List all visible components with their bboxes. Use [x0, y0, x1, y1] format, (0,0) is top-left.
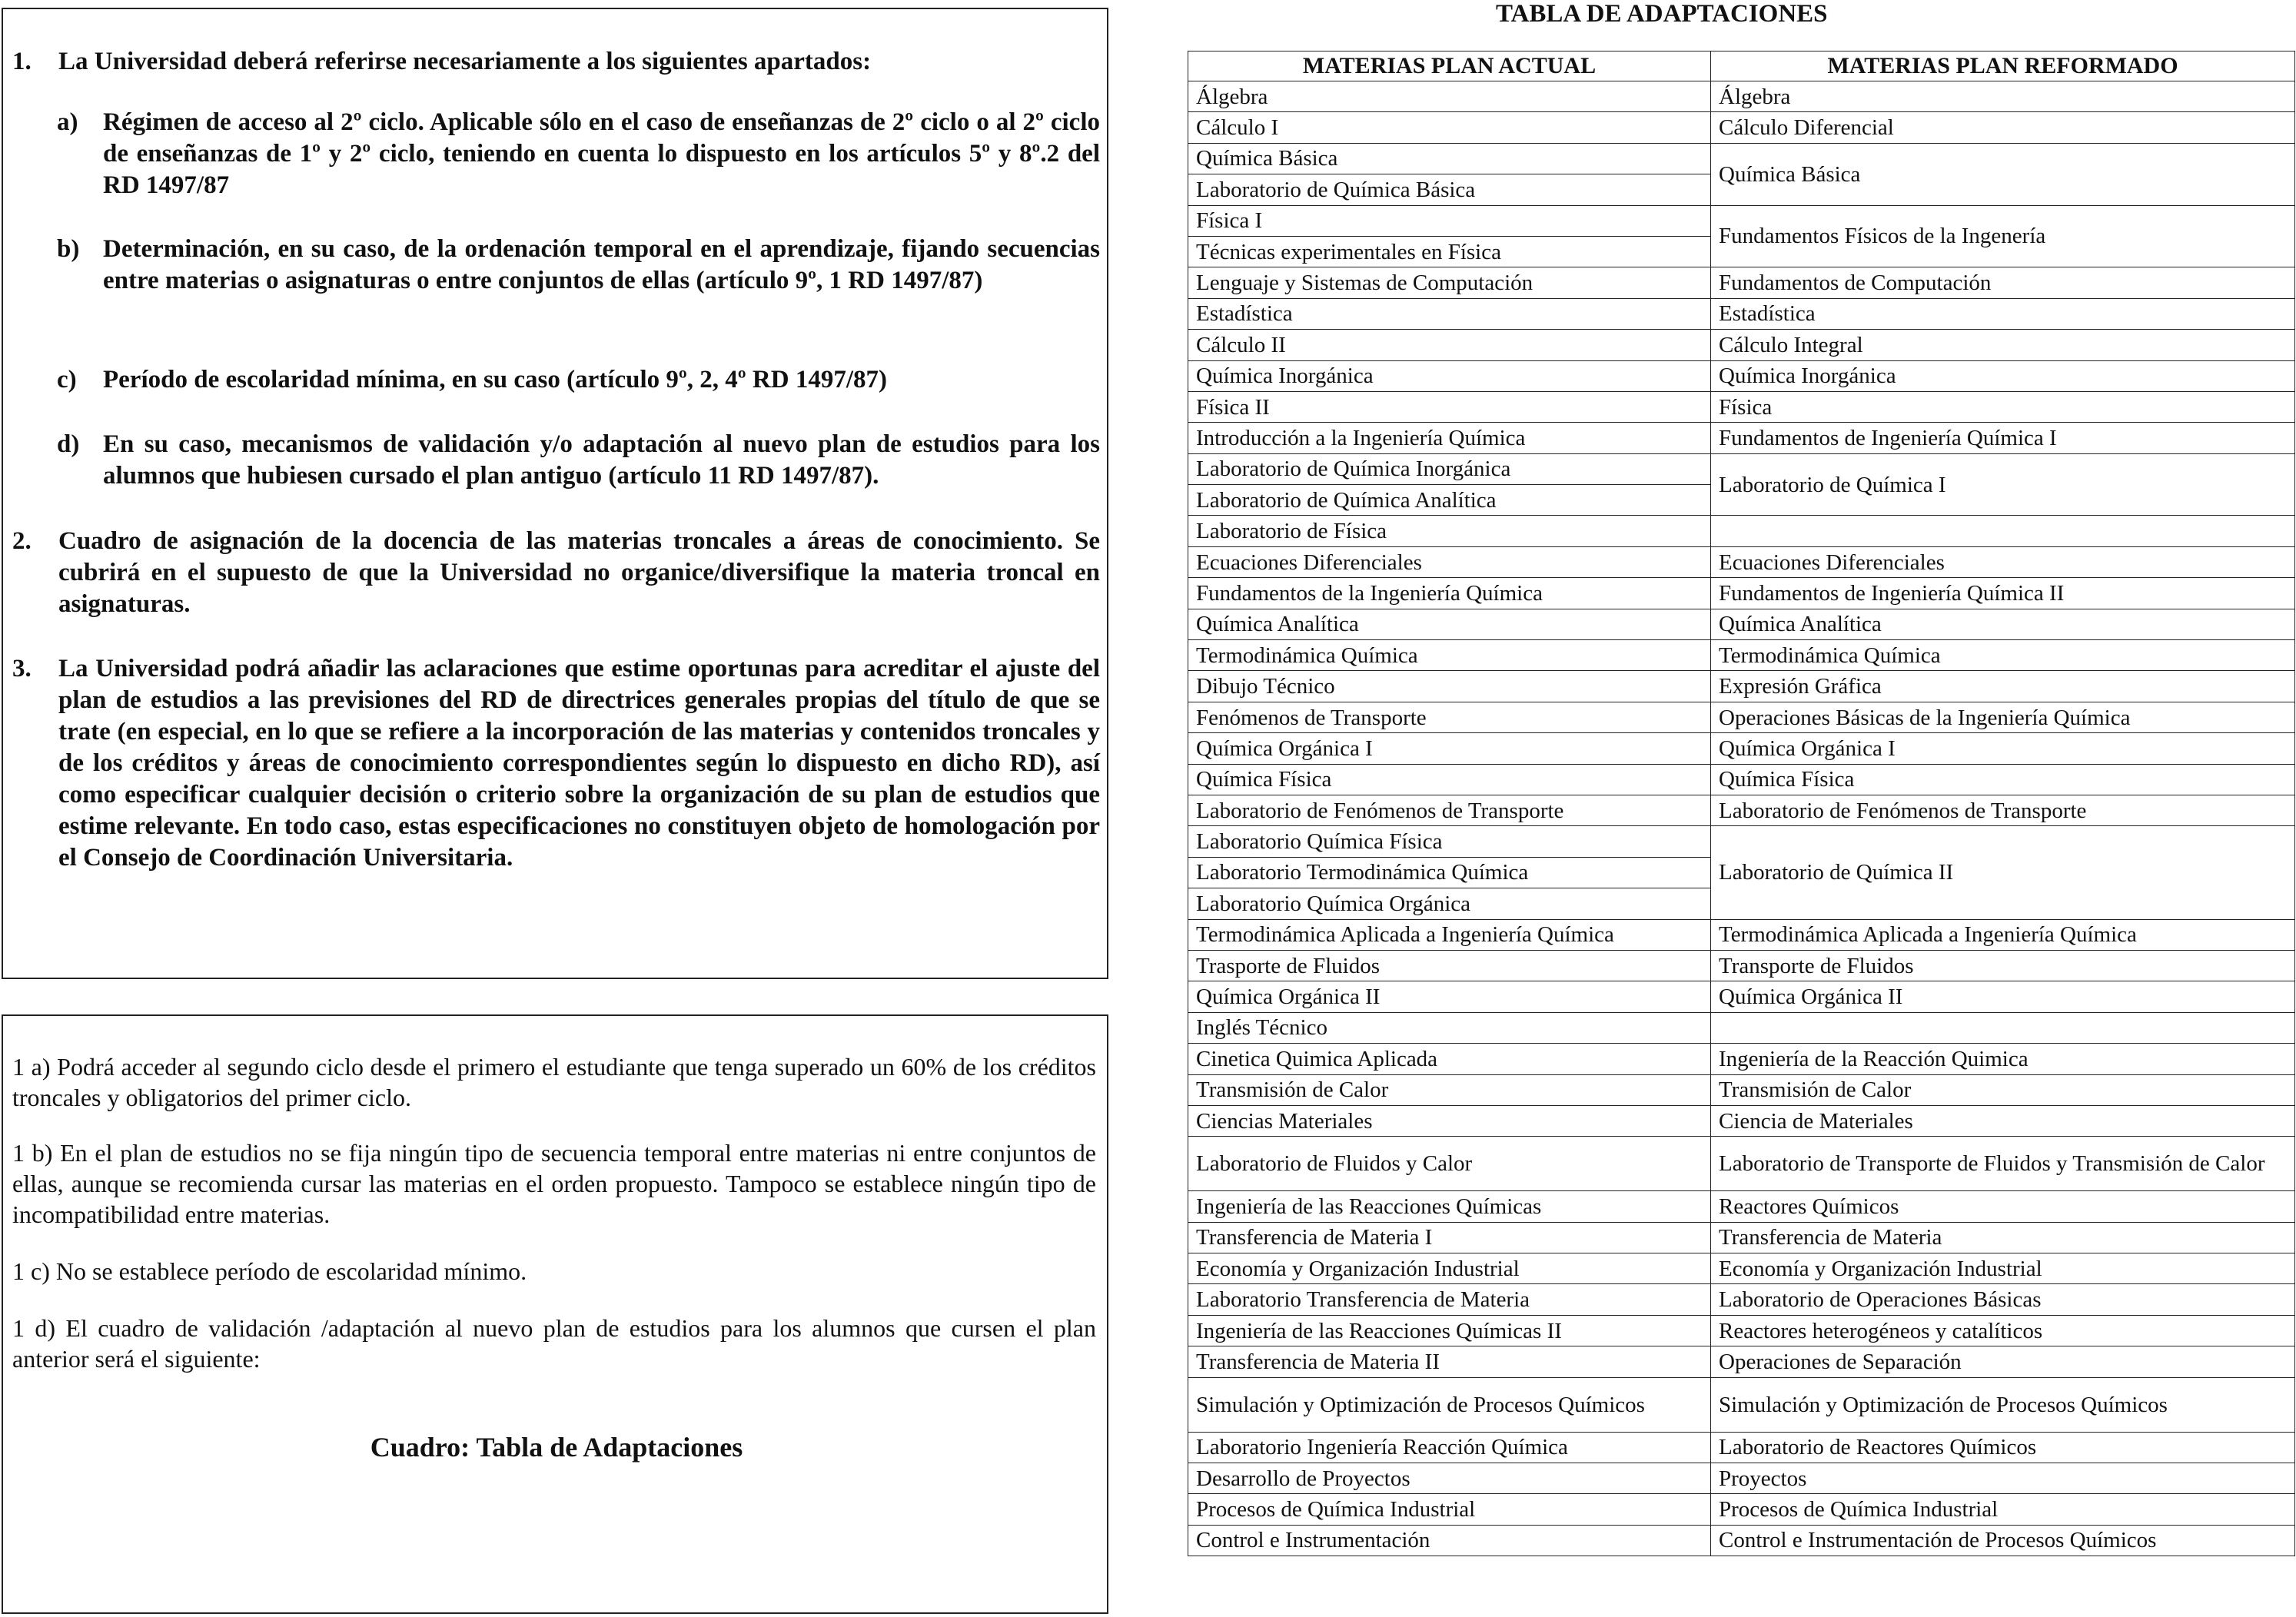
cell-plan-actual: Termodinámica Aplicada a Ingeniería Química — [1188, 919, 1711, 950]
cell-plan-actual: Laboratorio Ingeniería Reacción Química — [1188, 1432, 1711, 1463]
instruction-number: b) — [57, 235, 80, 263]
cell-plan-actual: Laboratorio Química Física — [1188, 826, 1711, 857]
cell-plan-actual: Técnicas experimentales en Física — [1188, 236, 1711, 267]
cell-plan-reformado: Fundamentos de Computación — [1711, 267, 2295, 298]
instruction-item — [57, 429, 1100, 492]
cell-plan-reformado: Fundamentos de Ingeniería Química I — [1711, 423, 2295, 453]
cell-plan-actual: Ingeniería de las Reacciones Químicas II — [1188, 1315, 1711, 1346]
cell-plan-reformado: Cálculo Integral — [1711, 330, 2295, 360]
table-row — [1188, 671, 2295, 702]
cell-plan-actual: Dibujo Técnico — [1188, 671, 1711, 702]
table-row — [1188, 453, 2295, 484]
instruction-item — [12, 526, 1100, 620]
cell-plan-actual: Estadística — [1188, 298, 1711, 329]
table-row — [1188, 330, 2295, 360]
table-row — [1188, 1137, 2295, 1191]
instruction-item — [12, 653, 1100, 874]
instruction-item — [57, 234, 1100, 297]
cell-plan-reformado: Termodinámica Química — [1711, 640, 2295, 671]
cell-plan-actual: Ciencias Materiales — [1188, 1105, 1711, 1136]
header-plan-actual: MATERIAS PLAN ACTUAL — [1188, 51, 1711, 81]
cell-plan-actual: Inglés Técnico — [1188, 1012, 1711, 1043]
instruction-item — [57, 364, 1100, 396]
cell-plan-actual: Fundamentos de la Ingeniería Química — [1188, 578, 1711, 609]
cell-plan-actual: Química Inorgánica — [1188, 360, 1711, 391]
table-row — [1188, 1346, 2295, 1377]
cell-plan-actual: Ecuaciones Diferenciales — [1188, 546, 1711, 577]
cell-plan-actual: Cinetica Quimica Aplicada — [1188, 1044, 1711, 1074]
table-row — [1188, 702, 2295, 732]
cell-plan-actual: Procesos de Química Industrial — [1188, 1494, 1711, 1525]
cell-plan-reformado: Laboratorio de Transporte de Fluidos y Transmisión de Calor — [1711, 1137, 2295, 1191]
cell-plan-actual: Termodinámica Química — [1188, 640, 1711, 671]
cell-plan-reformado: Transmisión de Calor — [1711, 1074, 2295, 1105]
cell-plan-reformado: Laboratorio de Reactores Químicos — [1711, 1432, 2295, 1463]
cell-plan-actual: Laboratorio de Química Básica — [1188, 174, 1711, 205]
cell-plan-actual: Lenguaje y Sistemas de Computación — [1188, 267, 1711, 298]
table-row — [1188, 112, 2295, 143]
table-row — [1188, 640, 2295, 671]
table-row — [1188, 143, 2295, 174]
cell-plan-actual: Física II — [1188, 391, 1711, 422]
cell-plan-reformado: Reactores heterogéneos y catalíticos — [1711, 1315, 2295, 1346]
note-1c: 1 c) No se establece período de escolaridad mínimo. — [12, 1257, 527, 1285]
cell-plan-reformado: Laboratorio de Química I — [1711, 453, 2295, 516]
adaptation-table — [1188, 51, 2295, 1556]
table-row — [1188, 423, 2295, 453]
cell-plan-actual: Laboratorio Química Orgánica — [1188, 888, 1711, 919]
instructions-box — [2, 8, 1108, 979]
table-row — [1188, 578, 2295, 609]
cell-plan-actual: Química Orgánica II — [1188, 981, 1711, 1012]
table-row — [1188, 1044, 2295, 1074]
cell-plan-actual: Simulación y Optimización de Procesos Químicos — [1188, 1377, 1711, 1432]
cell-plan-actual: Control e Instrumentación — [1188, 1525, 1711, 1556]
cell-plan-reformado: Control e Instrumentación de Procesos Químicos — [1711, 1525, 2295, 1556]
cell-plan-reformado: Fundamentos de Ingeniería Química II — [1711, 578, 2295, 609]
cell-plan-reformado: Ciencia de Materiales — [1711, 1105, 2295, 1136]
cell-plan-actual: Introducción a la Ingeniería Química — [1188, 423, 1711, 453]
cell-plan-reformado: Transferencia de Materia — [1711, 1222, 2295, 1253]
table-body — [1188, 81, 2295, 1556]
note-1b: 1 b) En el plan de estudios no se fija ningún tipo de secuencia temporal entre materias ni entre conjuntos de ellas, aunque se recomienda cursar las materias en el orden propuesto. Tampoco se establece ningún tipo de incompatibilidad entre materias. — [12, 1139, 1096, 1228]
instruction-number: 1. — [12, 48, 32, 75]
instruction-text: Régimen de acceso al 2º ciclo. Aplicable sólo en el caso de enseñanzas de 2º ciclo o al 2º ciclo de enseñanzas de 1º y 2º ciclo, teniendo en cuenta lo dispuesto en los artículos 5º y 8º.2 del RD 1497/87 — [103, 108, 1100, 199]
cell-plan-actual: Química Básica — [1188, 143, 1711, 174]
cell-plan-actual: Física I — [1188, 205, 1711, 236]
table-row — [1188, 826, 2295, 857]
cell-plan-reformado — [1711, 516, 2295, 546]
table-row — [1188, 609, 2295, 639]
instruction-item — [57, 107, 1100, 201]
instruction-number: d) — [57, 430, 80, 458]
cell-plan-actual: Química Analítica — [1188, 609, 1711, 639]
table-row — [1188, 1494, 2295, 1525]
cell-plan-reformado — [1711, 1012, 2295, 1043]
instruction-text: Cuadro de asignación de la docencia de las materias troncales a áreas de conocimiento. Se cubrirá en el supuesto de que la Universidad no organice/diversifique la materia troncal en asignaturas. — [58, 527, 1100, 618]
table-row — [1188, 981, 2295, 1012]
instruction-number: c) — [57, 366, 77, 393]
cell-plan-reformado: Física — [1711, 391, 2295, 422]
cell-plan-reformado: Operaciones de Separación — [1711, 1346, 2295, 1377]
table-row — [1188, 267, 2295, 298]
cell-plan-reformado: Laboratorio de Fenómenos de Transporte — [1711, 795, 2295, 825]
table-row — [1188, 1463, 2295, 1494]
cell-plan-reformado: Química Física — [1711, 764, 2295, 795]
instruction-number: 2. — [12, 527, 32, 555]
table-row — [1188, 1525, 2295, 1556]
cell-plan-actual: Laboratorio de Química Analítica — [1188, 485, 1711, 516]
instruction-number: a) — [57, 108, 78, 136]
cell-plan-actual: Álgebra — [1188, 81, 1711, 112]
table-row — [1188, 391, 2295, 422]
instruction-text: En su caso, mecanismos de validación y/o adaptación al nuevo plan de estudios para los alumnos que hubiesen cursado el plan antiguo (artículo 11 RD 1497/87). — [103, 430, 1100, 490]
cell-plan-actual: Laboratorio Transferencia de Materia — [1188, 1284, 1711, 1315]
cell-plan-actual: Química Orgánica I — [1188, 733, 1711, 764]
note-1a: 1 a) Podrá acceder al segundo ciclo desde el primero el estudiante que tenga superado un 60% de los créditos troncales y obligatorios del primer ciclo. — [12, 1053, 1096, 1111]
table-row — [1188, 1191, 2295, 1222]
cell-plan-actual: Economía y Organización Industrial — [1188, 1253, 1711, 1284]
instruction-text: La Universidad deberá referirse necesariamente a los siguientes apartados: — [58, 48, 872, 75]
cell-plan-reformado: Expresión Gráfica — [1711, 671, 2295, 702]
cell-plan-reformado: Química Analítica — [1711, 609, 2295, 639]
table-row — [1188, 516, 2295, 546]
cell-plan-reformado: Laboratorio de Química II — [1711, 826, 2295, 919]
instruction-text: La Universidad podrá añadir las aclaraciones que estime oportunas para acreditar el ajuste del plan de estudios a las previsiones del RD de directrices generales propias del título de que se trate (en especial, en lo que se refiere a la incorporación de las materias y contenidos troncales y de los créditos y áreas de conocimiento correspondientes según lo dispuesto en dicho RD), así como especificar cualquier decisión o criterio sobre la organización de su plan de estudios que estime relevante. En todo caso, estas especificaciones no constituyen objeto de homologación por el Consejo de Coordinación Universitaria. — [58, 655, 1100, 872]
cell-plan-reformado: Química Orgánica I — [1711, 733, 2295, 764]
table-row — [1188, 764, 2295, 795]
table-row — [1188, 950, 2295, 981]
cell-plan-reformado: Química Inorgánica — [1711, 360, 2295, 391]
cell-plan-actual: Transmisión de Calor — [1188, 1074, 1711, 1105]
instruction-number: 3. — [12, 655, 32, 682]
cell-plan-reformado: Simulación y Optimización de Procesos Químicos — [1711, 1377, 2295, 1432]
table-row — [1188, 1432, 2295, 1463]
table-header-row — [1188, 51, 2295, 81]
cell-plan-reformado: Química Básica — [1711, 143, 2295, 205]
table-row — [1188, 1222, 2295, 1253]
cell-plan-actual: Laboratorio de Fluidos y Calor — [1188, 1137, 1711, 1191]
table-row — [1188, 919, 2295, 950]
table-row — [1188, 360, 2295, 391]
cell-plan-actual: Transferencia de Materia I — [1188, 1222, 1711, 1253]
cell-plan-reformado: Procesos de Química Industrial — [1711, 1494, 2295, 1525]
cell-plan-actual: Ingeniería de las Reacciones Químicas — [1188, 1191, 1711, 1222]
cell-plan-reformado: Estadística — [1711, 298, 2295, 329]
table-row — [1188, 1315, 2295, 1346]
cell-plan-actual: Cálculo I — [1188, 112, 1711, 143]
cell-plan-actual: Laboratorio de Fenómenos de Transporte — [1188, 795, 1711, 825]
cell-plan-reformado: Termodinámica Aplicada a Ingeniería Química — [1711, 919, 2295, 950]
table-row — [1188, 298, 2295, 329]
instruction-text: Determinación, en su caso, de la ordenación temporal en el aprendizaje, fijando secuencias entre materias o asignaturas o entre conjuntos de ellas (artículo 9º, 1 RD 1497/87) — [103, 235, 1100, 294]
cell-plan-reformado: Economía y Organización Industrial — [1711, 1253, 2295, 1284]
cell-plan-reformado: Química Orgánica II — [1711, 981, 2295, 1012]
cell-plan-actual: Desarrollo de Proyectos — [1188, 1463, 1711, 1494]
table-row — [1188, 205, 2295, 236]
cell-plan-actual: Laboratorio de Química Inorgánica — [1188, 453, 1711, 484]
table-row — [1188, 81, 2295, 112]
table-row — [1188, 1105, 2295, 1136]
cell-plan-actual: Química Física — [1188, 764, 1711, 795]
cell-plan-reformado: Reactores Químicos — [1711, 1191, 2295, 1222]
cell-plan-reformado: Cálculo Diferencial — [1711, 112, 2295, 143]
cell-plan-actual: Trasporte de Fluidos — [1188, 950, 1711, 981]
cell-plan-reformado: Proyectos — [1711, 1463, 2295, 1494]
cell-plan-actual: Transferencia de Materia II — [1188, 1346, 1711, 1377]
notes-box — [2, 1014, 1108, 1614]
cell-plan-actual: Laboratorio Termodinámica Química — [1188, 857, 1711, 888]
table-row — [1188, 546, 2295, 577]
cell-plan-reformado: Laboratorio de Operaciones Básicas — [1711, 1284, 2295, 1315]
instruction-item — [12, 46, 1088, 78]
cuadro-title: Cuadro: Tabla de Adaptaciones — [370, 1432, 743, 1463]
table-row — [1188, 1284, 2295, 1315]
table-row — [1188, 1377, 2295, 1432]
cell-plan-reformado: Transporte de Fluidos — [1711, 950, 2295, 981]
table-title: TABLA DE ADAPTACIONES — [1496, 0, 1828, 28]
table-row — [1188, 1012, 2295, 1043]
table-row — [1188, 1074, 2295, 1105]
note-1d: 1 d) El cuadro de validación /adaptación al nuevo plan de estudios para los alumnos que cursen el plan anterior será el siguiente: — [12, 1314, 1096, 1373]
table-row — [1188, 733, 2295, 764]
table-row — [1188, 795, 2295, 825]
cell-plan-reformado: Ecuaciones Diferenciales — [1711, 546, 2295, 577]
cell-plan-reformado: Operaciones Básicas de la Ingeniería Química — [1711, 702, 2295, 732]
cell-plan-reformado: Fundamentos Físicos de la Ingenería — [1711, 205, 2295, 267]
cell-plan-reformado: Álgebra — [1711, 81, 2295, 112]
instruction-text: Período de escolaridad mínima, en su caso (artículo 9º, 2, 4º RD 1497/87) — [103, 366, 887, 393]
cell-plan-actual: Cálculo II — [1188, 330, 1711, 360]
cell-plan-actual: Laboratorio de Física — [1188, 516, 1711, 546]
table-row — [1188, 1253, 2295, 1284]
header-plan-reformado: MATERIAS PLAN REFORMADO — [1711, 51, 2295, 81]
cell-plan-actual: Fenómenos de Transporte — [1188, 702, 1711, 732]
cell-plan-reformado: Ingeniería de la Reacción Quimica — [1711, 1044, 2295, 1074]
